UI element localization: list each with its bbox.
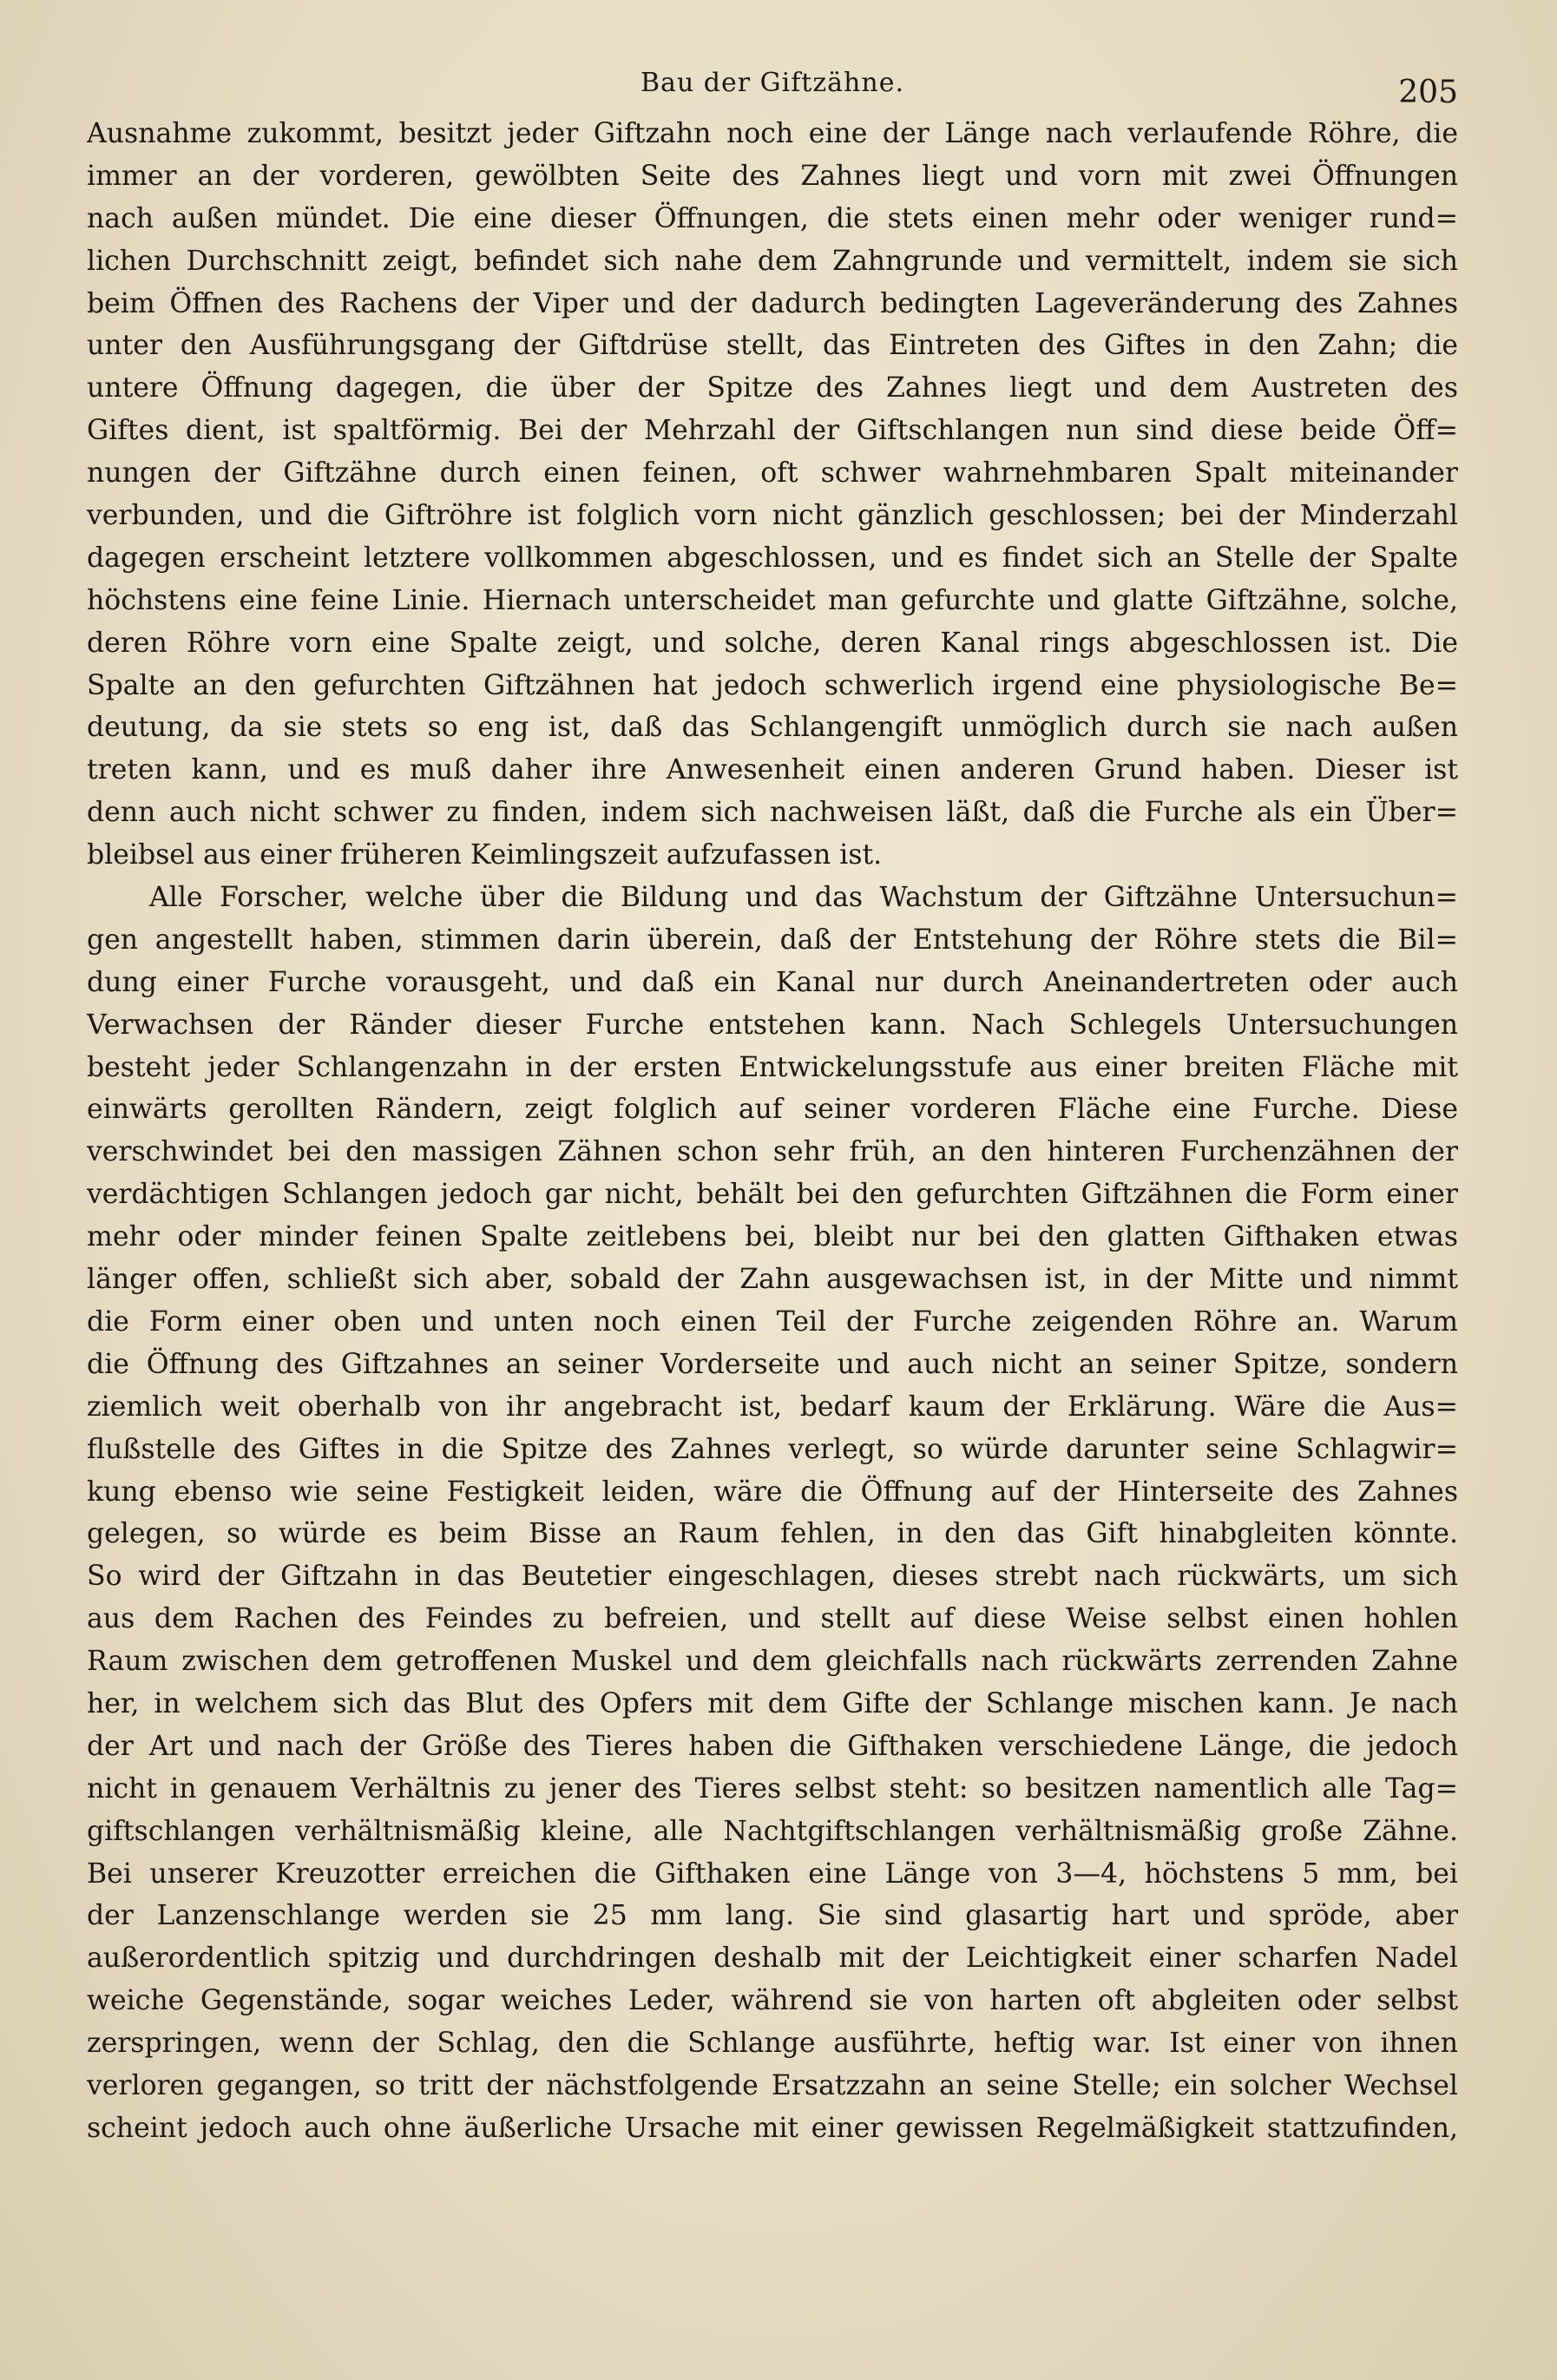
text-line: kung ebenso wie seine Festigkeit leiden, wäre die Öffnung auf der Hinterseite des Zahnes [87, 1476, 1458, 1508]
page-number: 205 [1398, 75, 1458, 110]
text-line: verschwindet bei den massigen Zähnen schon sehr früh, an den hinteren Furchenzähnen der [87, 1136, 1458, 1168]
text-line: denn auch nicht schwer zu finden, indem sich nachweisen läßt, daß die Furche als ein Über= [87, 797, 1458, 829]
text-line: giftschlangen verhältnismäßig kleine, alle Nachtgiftschlangen verhältnismäßig große Zähne. [87, 1815, 1458, 1847]
text-line: gelegen, so würde es beim Bisse an Raum fehlen, in den das Gift hinabgleiten könnte. [87, 1518, 1458, 1550]
text-line: nach außen mündet. Die eine dieser Öffnungen, die stets einen mehr oder weniger rund= [87, 202, 1458, 234]
text-line: untere Öffnung dagegen, die über der Spitze des Zahnes liegt und dem Austreten des [87, 372, 1458, 404]
text-line: Verwachsen der Ränder dieser Furche entstehen kann. Nach Schlegels Untersuchungen [87, 1009, 1458, 1041]
paragraph-2 [87, 877, 1458, 2150]
text-line: dung einer Furche vorausgeht, und daß ein Kanal nur durch Aneinandertreten oder auch [87, 966, 1458, 998]
text-line: dagegen erscheint letztere vollkommen abgeschlossen, und es findet sich an Stelle der Spalte [87, 542, 1458, 574]
text-line: lichen Durchschnitt zeigt, befindet sich nahe dem Zahngrunde und vermittelt, indem sie sich [87, 245, 1458, 277]
text-line: verdächtigen Schlangen jedoch gar nicht, behält bei den gefurchten Giftzähnen die Form einer [87, 1179, 1458, 1211]
text-line: Raum zwischen dem getroffenen Muskel und dem gleichfalls nach rückwärts zerrenden Zahne [87, 1646, 1458, 1678]
text-line: gen angestellt haben, stimmen darin überein, daß der Entstehung der Röhre stets die Bil= [87, 924, 1458, 956]
text-line: mehr oder minder feinen Spalte zeitlebens bei, bleibt nur bei den glatten Gifthaken etwas [87, 1221, 1458, 1253]
text-line: weiche Gegenstände, sogar weiches Leder, während sie von harten oft abgleiten oder selbst [87, 1985, 1458, 2017]
text-line: treten kann, und es muß daher ihre Anwesenheit einen anderen Grund haben. Dieser ist [87, 754, 1458, 786]
text-line: verloren gegangen, so tritt der nächstfolgende Ersatzzahn an seine Stelle; ein solcher Wechsel [87, 2069, 1458, 2101]
running-title: Bau der Giftzähne. [641, 68, 904, 98]
text-line: immer an der vorderen, gewölbten Seite des Zahnes liegt und vorn mit zwei Öffnungen [87, 160, 1458, 192]
body-text [87, 113, 1458, 2150]
text-line: der Lanzenschlange werden sie 25 mm lang. Sie sind glasartig hart und spröde, aber [87, 1900, 1458, 1932]
paragraph-1 [87, 113, 1458, 877]
text-line: scheint jedoch auch ohne äußerliche Ursache mit einer gewissen Regelmäßigkeit stattzufinden, [87, 2112, 1458, 2144]
text-line: ziemlich weit oberhalb von ihr angebracht ist, bedarf kaum der Erklärung. Wäre die Aus= [87, 1391, 1458, 1423]
text-line: deren Röhre vorn eine Spalte zeigt, und solche, deren Kanal rings abgeschlossen ist. Die [87, 627, 1458, 659]
text-line: Alle Forscher, welche über die Bildung und das Wachstum der Giftzähne Untersuchun= [149, 882, 1458, 914]
text-line: So wird der Giftzahn in das Beutetier eingeschlagen, dieses strebt nach rückwärts, um sich [87, 1561, 1458, 1593]
text-line: flußstelle des Giftes in die Spitze des Zahnes verlegt, so würde darunter seine Schlagwir= [87, 1433, 1458, 1465]
text-line: außerordentlich spitzig und durchdringen deshalb mit der Leichtigkeit einer scharfen Nadel [87, 1943, 1458, 1975]
text-line: höchstens eine feine Linie. Hiernach unterscheidet man gefurchte und glatte Giftzähne, solche, [87, 584, 1458, 616]
text-line: beim Öffnen des Rachens der Viper und der dadurch bedingten Lageveränderung des Zahnes [87, 287, 1458, 319]
text-line: der Art und nach der Größe des Tieres haben die Gifthaken verschiedene Länge, die jedoch [87, 1730, 1458, 1762]
text-line: länger offen, schließt sich aber, sobald der Zahn ausgewachsen ist, in der Mitte und nimmt [87, 1264, 1458, 1296]
text-line: die Form einer oben und unten noch einen Teil der Furche zeigenden Röhre an. Warum [87, 1305, 1458, 1338]
text-line: zerspringen, wenn der Schlag, den die Schlange ausführte, heftig war. Ist einer von ihnen [87, 2028, 1458, 2060]
text-line: einwärts gerollten Rändern, zeigt folglich auf seiner vorderen Fläche eine Furche. Diese [87, 1094, 1458, 1126]
text-line: Ausnahme zukommt, besitzt jeder Giftzahn noch eine der Länge nach verlaufende Röhre, die [87, 118, 1458, 149]
text-line: nungen der Giftzähne durch einen feinen, oft schwer wahrnehmbaren Spalt miteinander [87, 457, 1458, 490]
text-line: Spalte an den gefurchten Giftzähnen hat jedoch schwerlich irgend eine physiologische Be= [87, 669, 1458, 701]
text-line: nicht in genauem Verhältnis zu jener des Tieres selbst steht: so besitzen namentlich alle Tag= [87, 1772, 1458, 1805]
text-line: Giftes dient, ist spaltförmig. Bei der Mehrzahl der Giftschlangen nun sind diese beide Öff= [87, 415, 1458, 447]
text-line: unter den Ausführungsgang der Giftdrüse stellt, das Eintreten des Giftes in den Zahn; die [87, 330, 1458, 362]
text-line: besteht jeder Schlangenzahn in der ersten Entwickelungsstufe aus einer breiten Fläche mit [87, 1051, 1458, 1083]
page-header [87, 62, 1458, 110]
text-line: aus dem Rachen des Feindes zu befreien, und stellt auf diese Weise selbst einen hohlen [87, 1603, 1458, 1635]
text-line: deutung, da sie stets so eng ist, daß das Schlangengift unmöglich durch sie nach außen [87, 712, 1458, 744]
text-line: die Öffnung des Giftzahnes an seiner Vorderseite und auch nicht an seiner Spitze, sondern [87, 1348, 1458, 1380]
text-line: her, in welchem sich das Blut des Opfers mit dem Gifte der Schlange mischen kann. Je nach [87, 1687, 1458, 1719]
text-line: bleibsel aus einer früheren Keimlingszeit aufzufassen ist. [87, 839, 883, 871]
text-line: verbunden, und die Giftröhre ist folglich vorn nicht gänzlich geschlossen; bei der Minderzahl [87, 500, 1458, 532]
text-line: Bei unserer Kreuzotter erreichen die Gifthaken eine Länge von 3—4, höchstens 5 mm, bei [87, 1857, 1458, 1890]
